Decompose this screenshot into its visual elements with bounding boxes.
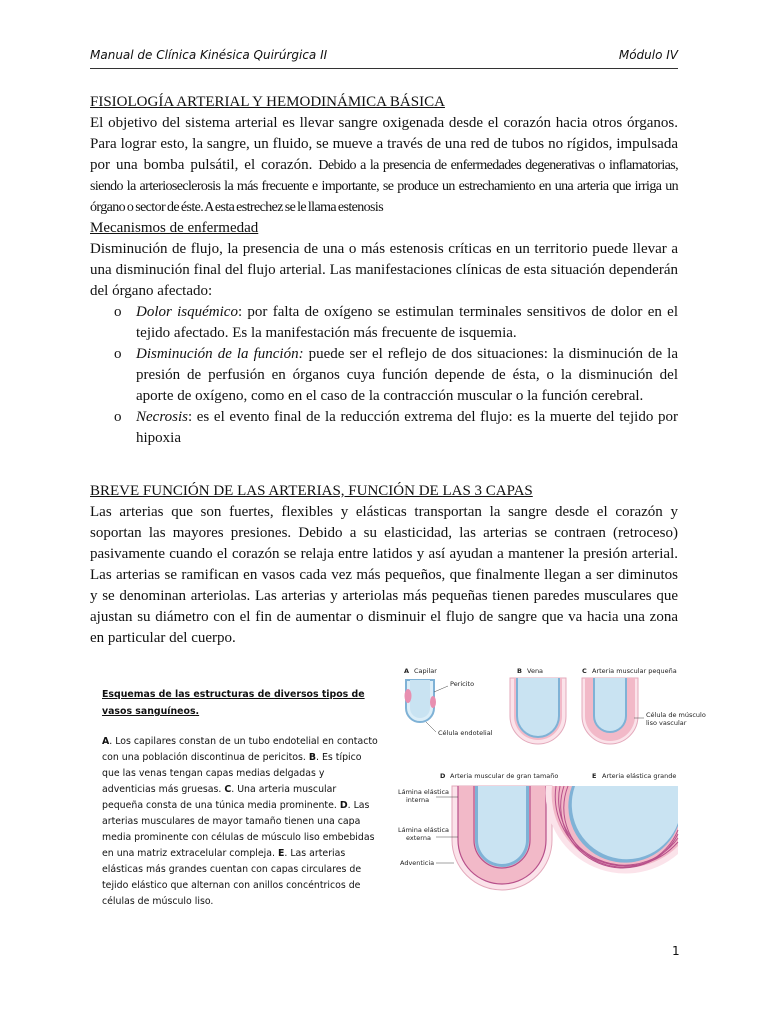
list-item (114, 344, 678, 407)
figure-caption (102, 686, 380, 910)
label-lamina-interna-1: Lámina elástica (398, 788, 449, 796)
caption-text-e: . Las arterias elásticas más grandes cuentan con capas circulares de tejido elástico que alternan con anillos concéntricos de células de músculo liso. (102, 848, 362, 907)
header-module: Módulo IV (618, 48, 678, 62)
panel-c-label: Arteria muscular pequeña (592, 667, 677, 675)
caption-title-period: . (195, 706, 200, 717)
section-title-fisiologia: FISIOLOGÍA ARTERIAL Y HEMODINÁMICA BÁSICA (90, 94, 445, 110)
label-musculo-liso-2: liso vascular (646, 719, 687, 727)
caption-key-b: B (308, 752, 317, 763)
bullet-marker: o (114, 346, 122, 362)
manifestations-list (90, 302, 678, 449)
list-item (114, 302, 678, 344)
panel-e-letter: E (592, 772, 597, 780)
panel-a-label: Capilar (414, 667, 437, 675)
caption-key-c: C (224, 784, 232, 795)
bullet-term: Disminución de la función: (136, 346, 304, 362)
panel-a-letter: A (404, 667, 410, 675)
label-pericito: Pericito (450, 680, 475, 688)
pericyte-shape (430, 696, 436, 708)
intro-paragraph (90, 113, 678, 218)
page-number: 1 (672, 944, 680, 958)
caption-title (102, 686, 380, 720)
vessel-diagram (396, 664, 706, 904)
mecanismos-paragraph: Disminución de flujo, la presencia de una o más estenosis críticas en un territorio puede llevar a una disminución final del flujo arterial. Las manifestaciones clínicas de esta situación dependerán del órgano afectado: (90, 241, 678, 299)
caption-key-d: D (339, 800, 348, 811)
section-title-arterias: BREVE FUNCIÓN DE LAS ARTERIAS, FUNCIÓN DE LAS 3 CAPAS (90, 483, 533, 499)
caption-key-e: E (277, 848, 285, 859)
panel-d-label: Arteria muscular de gran tamaño (450, 772, 559, 780)
label-adventicia: Adventicia (400, 859, 435, 867)
bullet-text: : es el evento final de la reducción extrema del flujo: es la muerte del tejido por hipoxia (136, 409, 678, 446)
label-lamina-interna-2: interna (406, 796, 430, 804)
bullet-term: Necrosis (136, 409, 188, 425)
bullet-text: puede ser el reflejo de dos situaciones: la disminución de la presión de perfusión en órganos cuya función depende de ésta, o la disminución del aporte de oxígeno, como en el caso de la contracción muscular o la función cerebral. (136, 346, 678, 404)
label-musculo-liso-1: Célula de músculo (646, 711, 706, 719)
label-lamina-externa-2: externa (406, 834, 431, 842)
bullet-marker: o (114, 304, 122, 320)
caption-text-a: . Los capilares constan de un tubo endotelial en contacto con una población discontinua de pericitos. (102, 736, 378, 763)
pericyte-shape (405, 689, 412, 703)
caption-title-text: Esquemas de las estructuras de diversos tipos de vasos sanguíneos (102, 689, 365, 717)
bullet-marker: o (114, 409, 122, 425)
list-item (114, 407, 678, 449)
label-lamina-externa-1: Lámina elástica (398, 826, 449, 834)
caption-body (102, 734, 380, 910)
panel-c-letter: C (582, 667, 587, 675)
intro-text-condensed: Debido a la presencia de enfermedades degenerativas o inflamatorias, siendo la arterioseclerosis la más frecuente e importante, se produce un estrechamiento en una arteria que irriga un órgano o sector de éste. A esta estrechez se le llama estenosis (90, 158, 679, 215)
bullet-text: : por falta de oxígeno se estimulan terminales sensitivos de dolor en el tejido afectado. Es la manifestación más frecuente de isquemia. (136, 304, 678, 341)
label-celula-endotelial: Célula endotelial (438, 729, 493, 737)
panel-b-letter: B (517, 667, 522, 675)
intro-text: El objetivo del sistema arterial es llevar sangre oxigenada desde el corazón hacia otros órganos. Para lograr esto, la sangre, un fluido, se mueve a través de una red de tubos no rígidos, impulsada por una bomba pulsátil, el corazón. (90, 115, 678, 173)
vessel-diagram-svg (396, 664, 706, 904)
caption-text-d: . Las arterias musculares de mayor tamaño tienen una capa media prominente con células de músculo liso embebidas en una matriz extracelular compleja. (102, 800, 375, 859)
panel-d-letter: D (440, 772, 446, 780)
main-content (90, 92, 678, 649)
caption-key-a: A (102, 736, 110, 747)
vein-drawing (510, 678, 566, 744)
bullet-term: Dolor isquémico (136, 304, 238, 320)
panel-b-label: Vena (527, 667, 544, 675)
arterias-paragraph: Las arterias que son fuertes, flexibles y elásticas transportan la sangre desde el corazón y soportan las mayores presiones. Debido a su elasticidad, las arterias se contraen (retroceso) pasivamente cuando el corazón se relaja entre latidos y así ayudan a mantener la presión arterial. Las arterias se ramifican en vasos cada vez más pequeños, que finalmente llegan a ser diminutos y se denominan arteriolas. Las arterias y arteriolas más pequeñas tienen paredes musculares que ajustan su diámetro con el fin de aumentar o disminuir el flujo de sangre que va hacia una zona en particular del cuerpo. (90, 504, 678, 646)
header-manual-title: Manual de Clínica Kinésica Quirúrgica II (90, 48, 328, 62)
subtitle-mecanismos: Mecanismos de enfermedad (90, 220, 259, 236)
caption-text-b: . Es típico que las venas tengan capas medias delgadas y adventicias más gruesas. (102, 752, 362, 795)
panel-e-label: Arteria elástica grande (602, 772, 677, 780)
caption-text-c: . Una arteria muscular pequeña consta de una túnica media prominente. (102, 784, 340, 811)
page-header (90, 46, 678, 69)
